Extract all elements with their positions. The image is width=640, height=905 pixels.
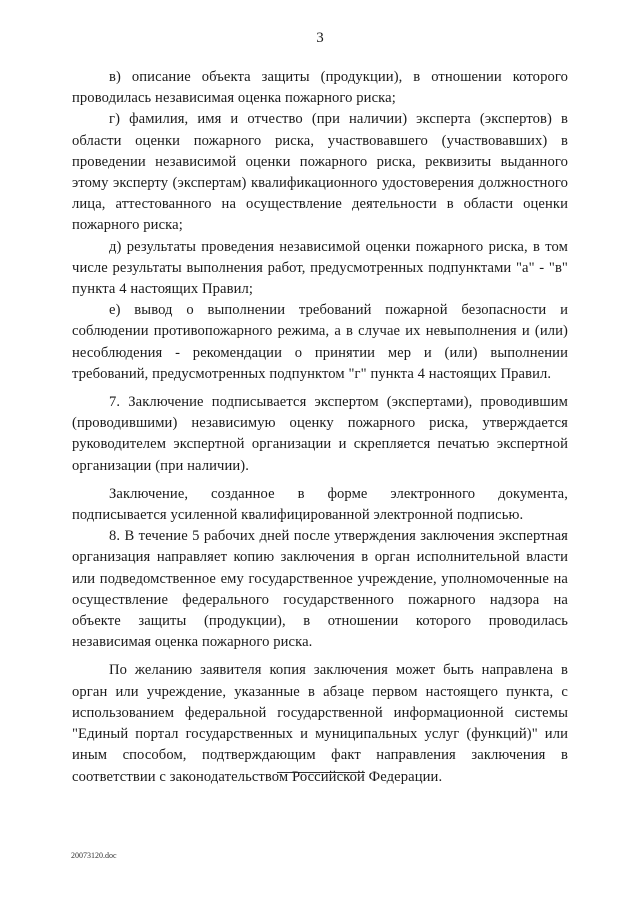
document-body	[72, 67, 568, 788]
end-divider-line	[277, 772, 365, 773]
paragraph-applicant-request: По желанию заявителя копия заключения может быть направлена в орган или учреждение, указанные в абзаце первом настоящего пункта, с использованием федеральной государственной информационной системы "Единый портал государственных и муниципальных услуг (функций)" или иным способом, подтверждающим факт направления заключения в соответствии с законодательством Российской Федерации.	[72, 662, 568, 785]
paragraph-electronic-signature: Заключение, созданное в форме электронного документа, подписывается усиленной квалифицированной электронной подписью.	[72, 485, 568, 524]
paragraph-clause-7: 7. Заключение подписывается экспертом (экспертами), проводившим (проводившими) независимую оценку пожарного риска, утверждается руководителем экспертной организации и скрепляется печатью экспертной организации (при наличии).	[72, 394, 568, 474]
footer-file-code: 20073120.doc	[71, 851, 117, 860]
paragraph-item-e: е) вывод о выполнении требований пожарной безопасности и соблюдении противопожарного режима, а в случае их невыполнения и (или) несоблюдения - рекомендации о принятии мер и (или) выполнении требований, предусмотренных подпунктом "г" пункта 4 настоящих Правил.	[72, 302, 568, 382]
page-number: 3	[316, 30, 324, 46]
paragraph-clause-8: 8. В течение 5 рабочих дней после утверждения заключения экспертная организация направляет копию заключения в орган исполнительной власти или подведомственное ему государственное учреждение, уполномоченные на осуществление федерального государственного пожарного надзора на объекте защиты (продукции), в отношении которого проводилась независимая оценка пожарного риска.	[72, 528, 568, 651]
paragraph-item-d: д) результаты проведения независимой оценки пожарного риска, в том числе результаты выполнения работ, предусмотренных подпунктами "а" - "в" пункта 4 настоящих Правил;	[72, 238, 568, 298]
paragraph-item-g: г) фамилия, имя и отчество (при наличии) эксперта (экспертов) в области оценки пожарного риска, участвовавшего (участвовавших) в проведении независимой оценки пожарного риска, реквизиты выданного этому эксперту (экспертам) квалификационного удостоверения должностного лица, аттестованного на осуществление деятельности в области оценки пожарного риска;	[72, 111, 568, 234]
paragraph-item-v: в) описание объекта защиты (продукции), в отношении которого проводилась независимая оценка пожарного риска;	[72, 69, 568, 107]
